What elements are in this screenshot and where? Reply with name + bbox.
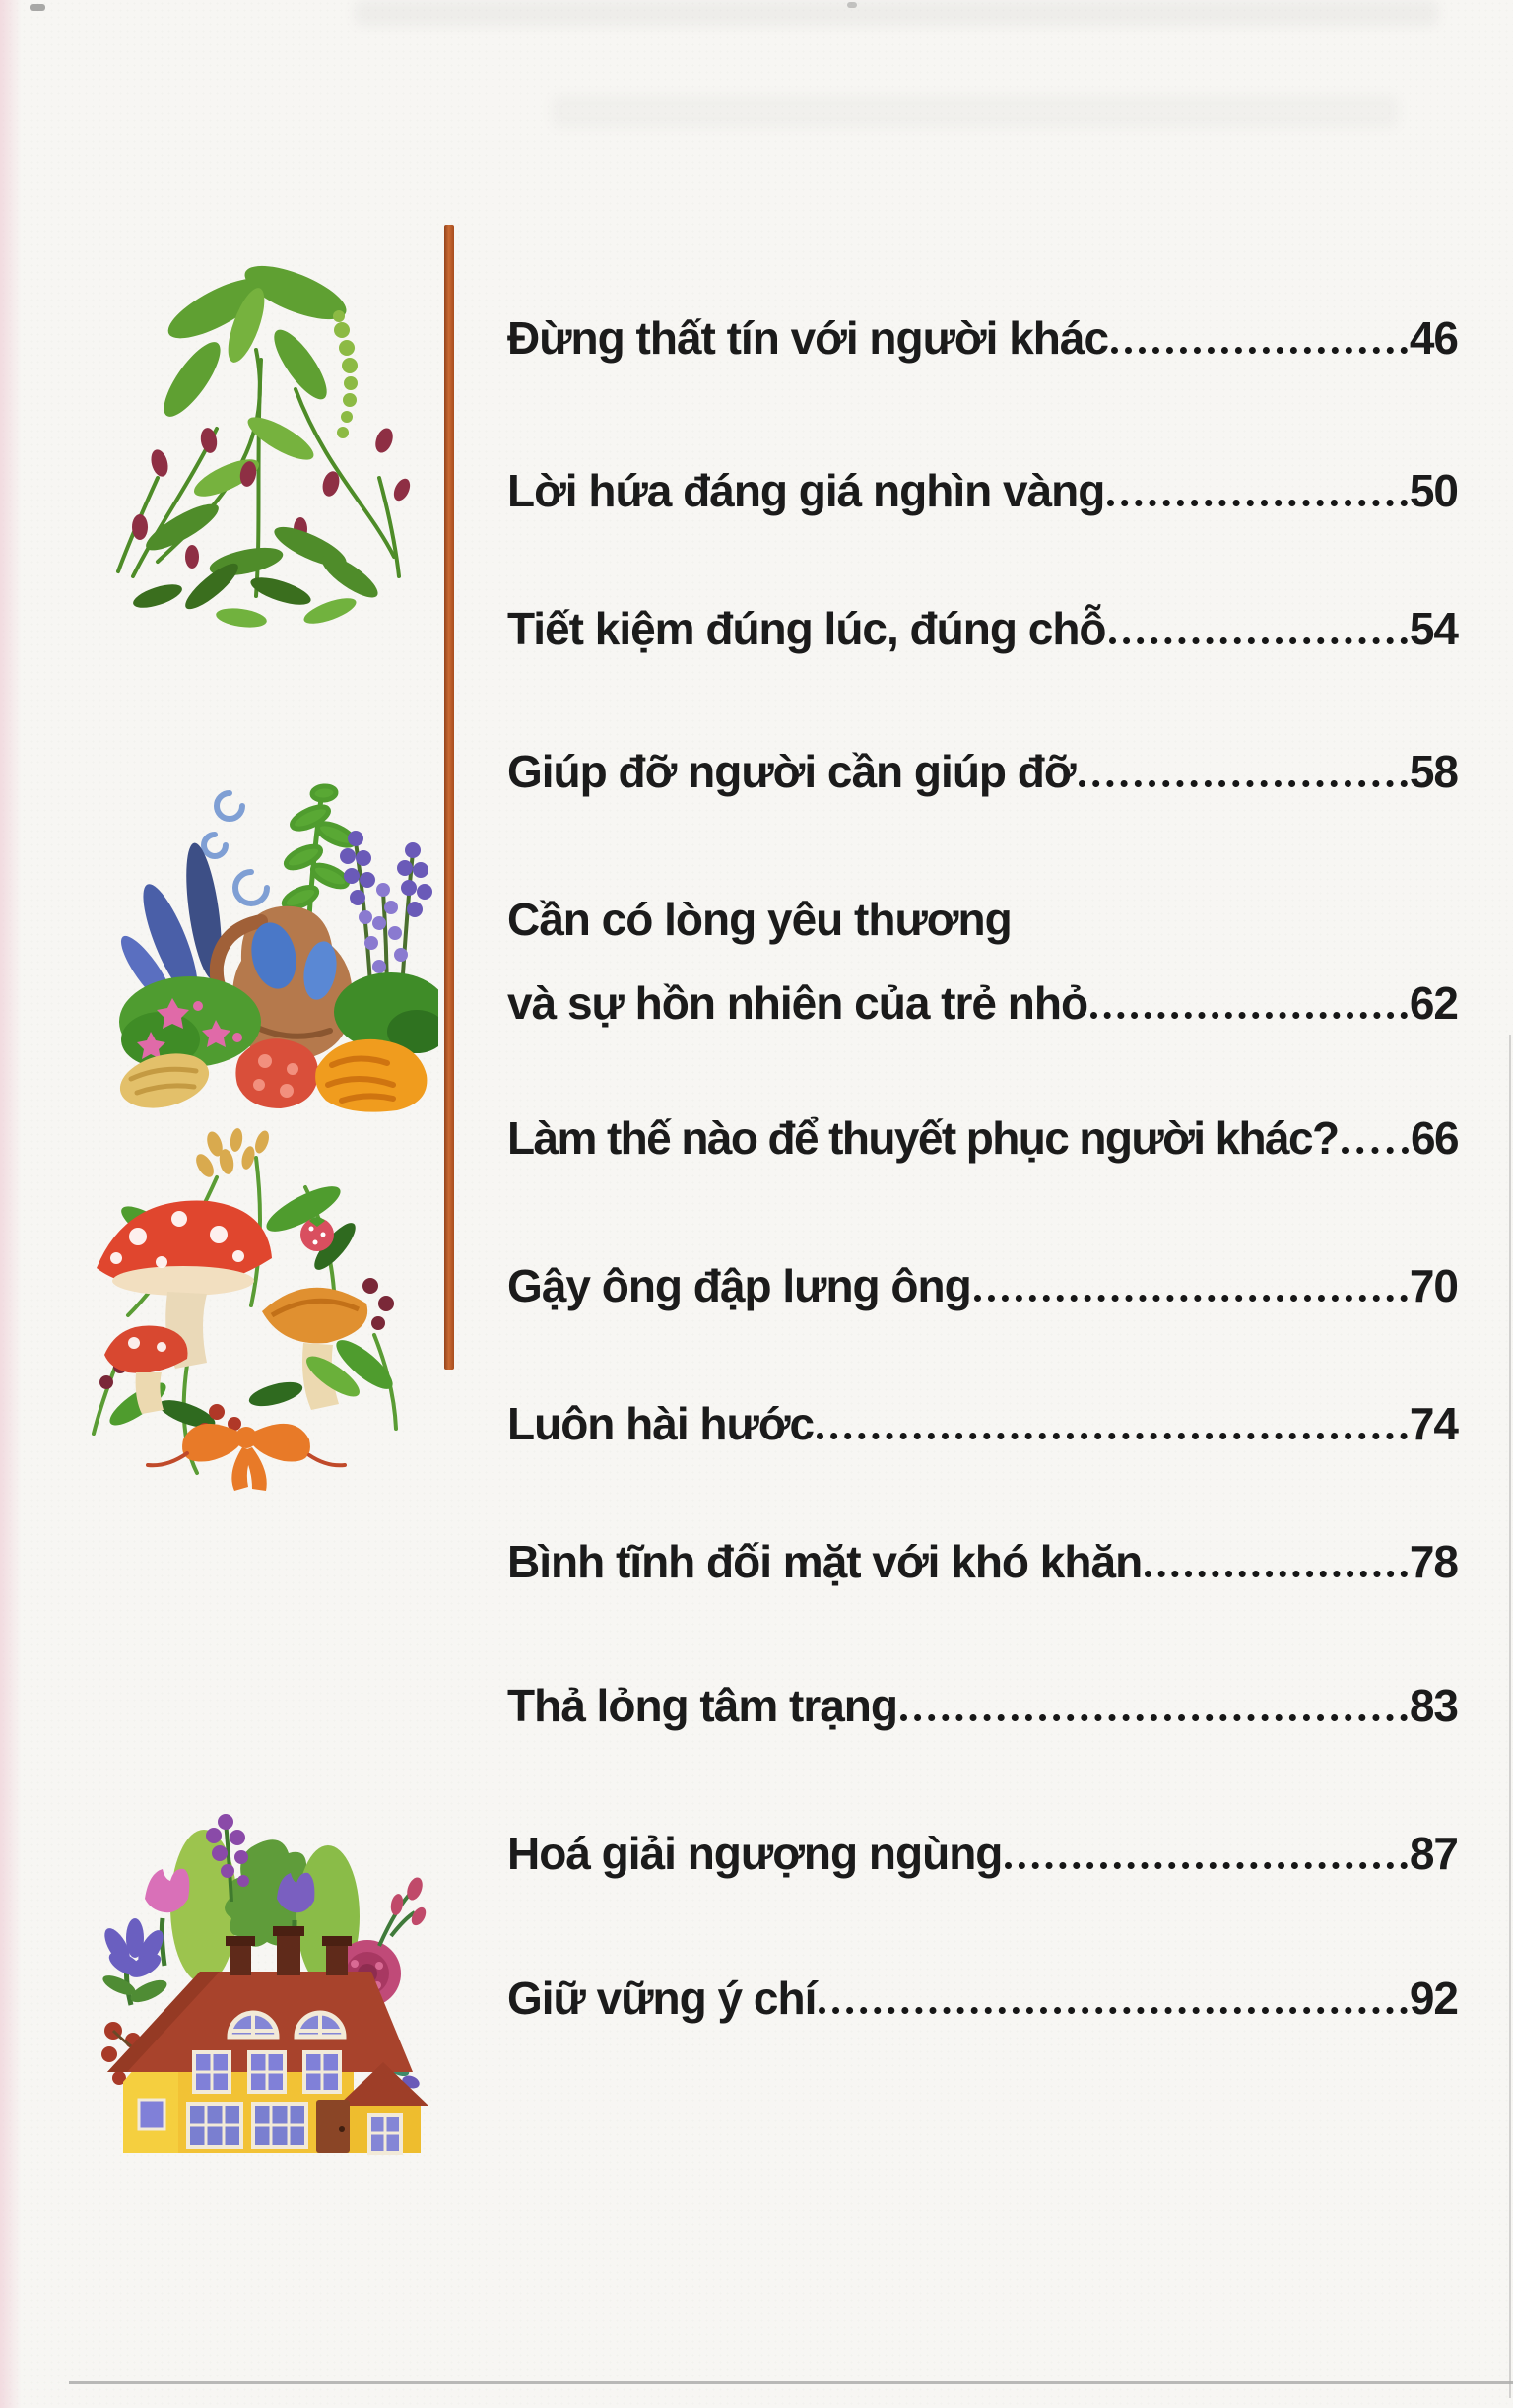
vertical-divider-rule [444, 225, 454, 1370]
toc-entry-title: Giữ vững ý chí [507, 1973, 817, 2024]
toc-entry-page: 92 [1409, 1973, 1458, 2024]
toc-entry-title: Giúp đỡ người cần giúp đỡ [507, 746, 1076, 797]
leader-dots [900, 1706, 1408, 1721]
toc-entry-title: Cần có lòng yêu thương [507, 894, 1012, 945]
leader-dots [1005, 1854, 1407, 1869]
toc-entry [507, 1396, 1458, 1451]
toc-entry [507, 1971, 1458, 2026]
cottage-with-flowers-illustration [84, 1808, 428, 2173]
bleedthrough-smudge [355, 0, 1438, 26]
toc-entry-title: Bình tĩnh đối mặt với khó khăn [507, 1536, 1143, 1587]
scan-edge-bottom [69, 2381, 1513, 2384]
toc-entry [507, 744, 1458, 799]
toc-entry-page: 50 [1409, 465, 1458, 516]
bleedthrough-smudge [552, 95, 1399, 128]
toc-entry-page: 70 [1409, 1260, 1458, 1311]
toc-entry [507, 310, 1458, 366]
scan-edge-right [1509, 1035, 1511, 2398]
toc-entry-page: 66 [1411, 1112, 1458, 1164]
leader-dots [974, 1287, 1408, 1302]
toc-entry-page: 87 [1409, 1828, 1458, 1879]
toc-entry [507, 1534, 1458, 1589]
toc-entry-page: 83 [1409, 1680, 1458, 1731]
leader-dots [1090, 1004, 1408, 1019]
toc-entry-page: 74 [1409, 1398, 1458, 1449]
toc-entry-page: 46 [1409, 312, 1458, 364]
toc-entry [507, 1258, 1458, 1313]
scan-speck [30, 4, 45, 11]
leader-dots [1079, 772, 1408, 787]
moss-jug-coral-illustration [113, 773, 438, 1113]
scan-edge-pink [0, 0, 22, 2408]
leader-dots [1145, 1563, 1408, 1577]
toc-entry-title: Tiết kiệm đúng lúc, đúng chỗ [507, 603, 1106, 654]
toc-entry [507, 1826, 1458, 1881]
toc-entry [507, 463, 1458, 518]
toc-entry [507, 892, 1458, 947]
toc-entry-title: Hoá giải ngượng ngùng [507, 1828, 1003, 1879]
toc-entry-page: 54 [1409, 603, 1458, 654]
toc-entry [507, 1678, 1458, 1733]
leader-dots [1107, 492, 1407, 506]
toc-entry-title: Gậy ông đập lưng ông [507, 1260, 971, 1311]
leader-dots [819, 1999, 1407, 2014]
toc-entry-title: Đừng thất tín với người khác [507, 312, 1109, 364]
leader-dots [1342, 1139, 1410, 1154]
scan-speck [847, 2, 857, 8]
wildflower-plant-illustration [99, 232, 414, 640]
toc-entry [507, 601, 1458, 656]
toc-entry-page: 58 [1409, 746, 1458, 797]
leader-dots [1111, 339, 1408, 354]
toc-entry-title: và sự hồn nhiên của trẻ nhỏ [507, 977, 1088, 1029]
toc-entry-title: Làm thế nào để thuyết phục người khác? [507, 1112, 1339, 1164]
toc-entry-page: 78 [1409, 1536, 1458, 1587]
toc-entry [507, 975, 1458, 1031]
mushroom-bouquet-illustration [69, 1118, 424, 1498]
leader-dots [817, 1425, 1408, 1439]
toc-entry-page: 62 [1409, 977, 1458, 1029]
toc-entry-title: Thả lỏng tâm trạng [507, 1680, 897, 1731]
toc-entry [507, 1110, 1458, 1166]
toc-entry-title: Lời hứa đáng giá nghìn vàng [507, 465, 1105, 516]
leader-dots [1109, 630, 1408, 644]
toc-entry-title: Luôn hài hước [507, 1398, 815, 1449]
